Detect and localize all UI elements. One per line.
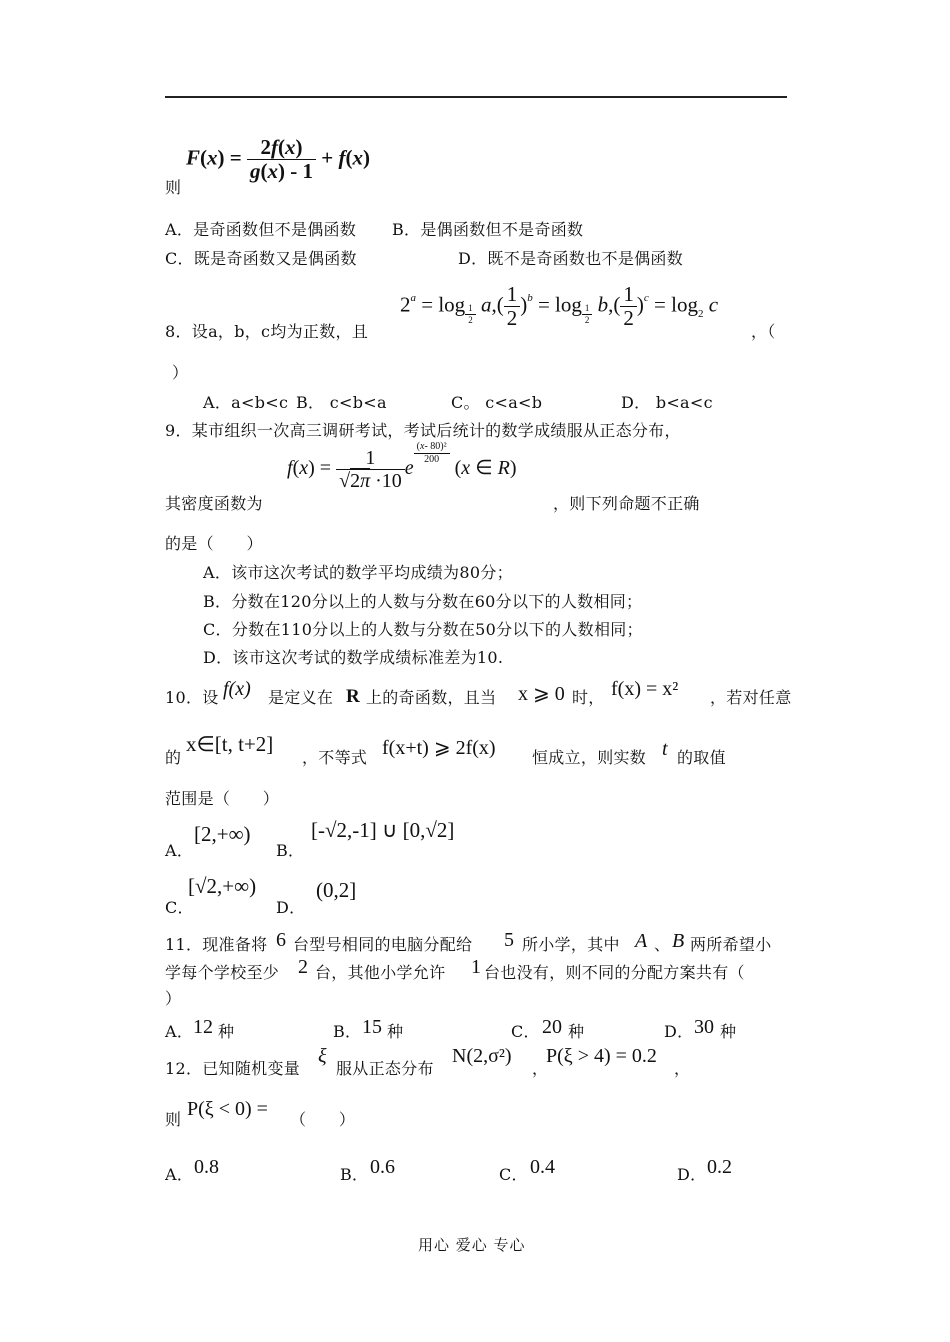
q10-text-2: 是定义在 (268, 688, 334, 707)
q8-option-d: D． b<a<c (621, 393, 713, 412)
q11-B: B (672, 930, 685, 952)
q10-label-a: A． (165, 841, 194, 860)
q12-option-b-value: 0.6 (370, 1156, 395, 1178)
q8-option-c: C。 c<a<b (451, 393, 543, 412)
q10-option-d: (0,2] (316, 878, 357, 902)
q9-option-b: B．分数在120分以上的人数与分数在60分以下的人数相同； (203, 592, 643, 611)
q12-option-c-value: 0.4 (530, 1156, 555, 1178)
q11-text-5: 学每个学校至少 (165, 963, 280, 982)
q12-comma2: ， (674, 1059, 691, 1078)
q10-fx: f(x) (223, 678, 251, 700)
q10-R: R (346, 686, 360, 707)
q12-option-b-label: B． (340, 1165, 369, 1184)
q10-text-4: 时， (572, 688, 605, 707)
q10-range: x∈[t, t+2] (186, 732, 274, 756)
q11-option-b-value: 15 (362, 1016, 382, 1038)
q7-option-c: C．既是奇函数又是偶函数 (165, 249, 357, 268)
q9-tail: ，则下列命题不正确 (553, 494, 700, 513)
q10-t: t (662, 738, 668, 760)
q11-sep: 、 (654, 935, 671, 954)
q9-option-a: A．该市这次考试的数学平均成绩为80分； (203, 563, 513, 582)
q7-option-b: B．是偶函数但不是奇函数 (392, 220, 584, 239)
q11-text-8: ） (165, 989, 182, 1008)
q11-text-6: 台，其他小学允许 (315, 963, 446, 982)
q11-option-b-unit: 种 (387, 1022, 404, 1041)
q10-label-d: D． (276, 898, 306, 917)
q8-formula: $2^a = \log$ $_{\frac{1}{2}}$ a,( $\frac{1}{2}$ )$^b$ = log $_{\frac{1}{2}}$ b,( $\frac{1}{2}$ )$^c = \log_2 c$ (400, 282, 719, 330)
q8-close: ） (172, 363, 189, 382)
q11-text-7: 台也没有，则不同的分配方案共有（ (484, 963, 745, 982)
q11-option-a-value: 12 (193, 1016, 213, 1038)
header-rule (165, 96, 787, 98)
q11-option-b-label: B． (333, 1022, 362, 1041)
q9-option-d: D．该市这次考试的数学成绩标准差为10. (203, 648, 504, 667)
q8-option-a: A．a<b<c (203, 393, 289, 412)
q12-text-2: 服从正态分布 (336, 1059, 434, 1078)
q12-ask: P(ξ < 0) = (187, 1098, 268, 1120)
page-footer: 用心 爱心 专心 (418, 1236, 526, 1254)
q10-text-5: ，若对任意 (710, 688, 792, 707)
q10-def: f(x) = x² (611, 678, 679, 700)
q10-label-b: B． (276, 841, 305, 860)
q11-n2: 2 (298, 956, 308, 978)
q11-n5: 5 (504, 929, 514, 951)
q8-stem: 8．设a，b，c均为正数，且 (165, 322, 369, 341)
q7-option-d: D．既不是奇函数也不是偶函数 (458, 249, 684, 268)
q11-option-c-value: 20 (542, 1016, 562, 1038)
q11-option-d-value: 30 (694, 1016, 714, 1038)
q10-text-1: 10．设 (165, 688, 219, 707)
q10-text-7: ，不等式 (302, 748, 368, 767)
q11-A: A (635, 930, 648, 952)
q10-text-8: 恒成立，则实数 (532, 748, 647, 767)
q12-prob: P(ξ > 4) = 0.2 (546, 1045, 657, 1067)
q11-text-4: 两所希望小 (690, 935, 772, 954)
q11-option-a-unit: 种 (218, 1022, 235, 1041)
q9-lead: 其密度函数为 (165, 494, 263, 513)
q11-option-c-unit: 种 (568, 1022, 585, 1041)
q7-formula: F(x) = $\frac{2f(x)}{g(x) - 1}$ + f(x) (186, 135, 370, 183)
q11-text-1: 11．现准备将 (165, 935, 268, 954)
q12-option-a-label: A． (165, 1165, 194, 1184)
q12-dist: N(2,σ²) (452, 1045, 512, 1067)
q10-cond: x ⩾ 0 (518, 683, 565, 705)
q11-option-a-label: A． (165, 1022, 194, 1041)
q10-option-a: [2,+∞) (194, 822, 251, 846)
q12-paren: （ ） (290, 1110, 356, 1129)
q9-stem: 9．某市组织一次高三调研考试，考试后统计的数学成绩服从正态分布， (165, 421, 681, 440)
q10-option-b: [-√2,-1] ∪ [0,√2] (311, 818, 455, 842)
q7-ze: 则 (165, 178, 182, 197)
q10-text-3: 上的奇函数，且当 (366, 688, 497, 707)
q12-option-d-value: 0.2 (707, 1156, 732, 1178)
q8-tail: ，（ (751, 322, 776, 341)
q10-text-9: 的取值 (677, 748, 726, 767)
q10-text-6: 的 (165, 748, 182, 767)
q12-xi: ξ (318, 1045, 327, 1067)
q12-comma: ， (532, 1059, 549, 1078)
q11-n6: 6 (276, 929, 286, 951)
q12-ze: 则 (165, 1110, 182, 1129)
q9-option-c: C．分数在110分以上的人数与分数在50分以下的人数相同； (203, 620, 643, 639)
q12-option-c-label: C． (499, 1165, 528, 1184)
q11-option-d-unit: 种 (720, 1022, 737, 1041)
q11-option-c-label: C． (511, 1022, 540, 1041)
q11-n1: 1 (471, 956, 481, 978)
q12-option-d-label: D． (677, 1165, 707, 1184)
q8-option-b: B． c<b<a (296, 393, 387, 412)
q10-ineq: f(x+t) ⩾ 2f(x) (382, 737, 496, 759)
q12-text-1: 12．已知随机变量 (165, 1059, 301, 1078)
q12-option-a-value: 0.8 (194, 1156, 219, 1178)
q9-formula: f(x) = $\frac{1}{√2\pi \cdot 10}$ e $^{\frac{\text{(x- 80)²}}{200}}$ (x ∈ R) (287, 441, 517, 492)
q9-tail2: 的是（ ） (165, 534, 263, 553)
q11-text-3: 所小学，其中 (522, 935, 620, 954)
q7-option-a: A．是奇函数但不是偶函数 (165, 220, 357, 239)
q11-text-2: 台型号相同的电脑分配给 (293, 935, 473, 954)
q11-option-d-label: D． (664, 1022, 694, 1041)
q10-option-c: [√2,+∞) (188, 874, 257, 898)
q10-text-10: 范围是（ ） (165, 789, 280, 808)
q10-label-c: C． (165, 898, 194, 917)
